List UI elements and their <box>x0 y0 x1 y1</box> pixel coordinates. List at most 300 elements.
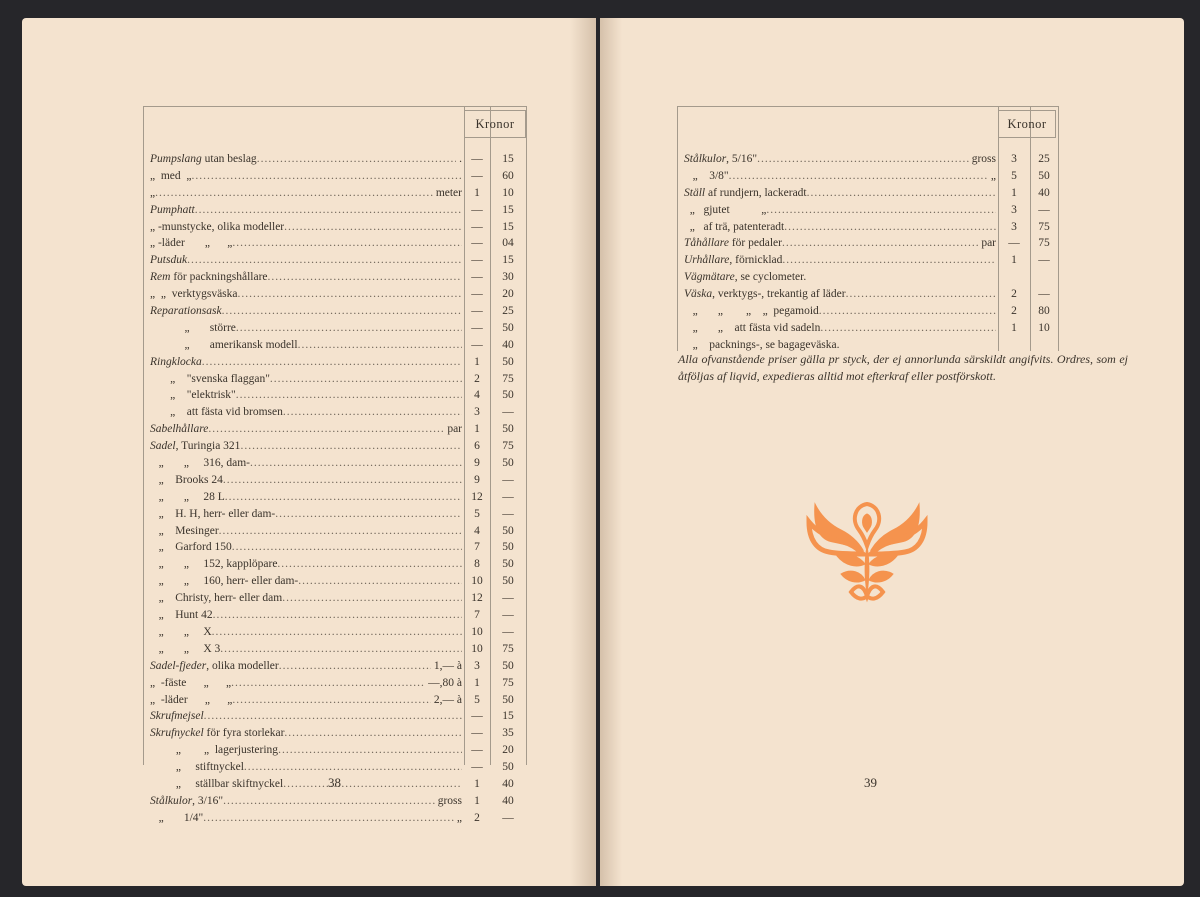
item-description <box>150 221 462 233</box>
price-ore: — <box>502 609 514 622</box>
item-name: Väska <box>684 288 713 301</box>
price-ore: 35 <box>502 727 514 740</box>
leader-dots <box>236 322 462 334</box>
item-detail: „ „ X 3 <box>150 642 221 655</box>
item-detail: „ gjutet „ <box>684 203 767 216</box>
leader-dots <box>232 541 462 553</box>
item-name: Stålkulor <box>150 794 193 807</box>
leader-dots <box>284 727 462 739</box>
item-detail: „ „ 152, kapplöpare <box>150 558 278 571</box>
price-ore: — <box>502 490 514 503</box>
leader-dots <box>250 457 462 469</box>
item-detail: för fyra storlekar <box>203 727 285 740</box>
leader-dots <box>232 694 431 706</box>
leader-dots <box>231 677 425 689</box>
item-detail: „ "elektrisk" <box>150 389 236 402</box>
table-row <box>144 270 526 287</box>
table-row <box>144 405 526 422</box>
price-kronor: 2 <box>474 811 480 824</box>
leader-dots <box>820 322 996 334</box>
item-name: Ställ <box>684 186 706 199</box>
price-ore: — <box>1038 203 1050 216</box>
price-ore: — <box>502 473 514 486</box>
leader-dots <box>195 204 462 216</box>
item-description <box>684 339 996 351</box>
table-row <box>144 811 526 828</box>
price-ore: 25 <box>502 305 514 318</box>
item-description <box>150 474 462 486</box>
table-row <box>144 693 526 710</box>
price-ore: 75 <box>502 642 514 655</box>
price-ore: 50 <box>1038 169 1050 182</box>
price-ore: — <box>502 592 514 605</box>
leader-dots <box>268 271 462 283</box>
price-ore: 30 <box>502 271 514 284</box>
price-ore: 15 <box>502 220 514 233</box>
price-ore: 20 <box>502 288 514 301</box>
item-description <box>150 508 462 520</box>
price-ore: — <box>1038 254 1050 267</box>
table-row <box>144 574 526 591</box>
price-kronor: 4 <box>474 524 480 537</box>
table-row <box>144 490 526 507</box>
item-detail: , förnicklad <box>729 254 783 267</box>
table-row <box>144 338 526 355</box>
price-kronor: 3 <box>474 659 480 672</box>
item-detail: „ med „ <box>150 169 192 182</box>
price-ore: 40 <box>502 794 514 807</box>
leader-dots <box>782 237 978 249</box>
item-description <box>150 204 462 216</box>
price-ore: 75 <box>502 372 514 385</box>
item-description <box>684 204 996 216</box>
table-row <box>144 473 526 490</box>
table-row <box>144 676 526 693</box>
price-kronor: 9 <box>474 473 480 486</box>
price-kronor: — <box>471 710 483 723</box>
item-detail: „ „ verktygsväska <box>150 288 238 301</box>
price-kronor: — <box>471 169 483 182</box>
price-ore: 04 <box>502 237 514 250</box>
table-row <box>678 186 1058 203</box>
item-name: Urhållare <box>684 254 730 267</box>
item-detail: „ amerikansk modell <box>150 338 298 351</box>
price-kronor: 12 <box>471 592 483 605</box>
table-row <box>678 270 1058 287</box>
price-rows <box>144 152 526 828</box>
price-ore: 50 <box>502 524 514 537</box>
item-description <box>684 221 996 233</box>
item-description <box>150 491 462 503</box>
table-row <box>678 220 1058 237</box>
table-row <box>144 253 526 270</box>
item-unit: —,80 à <box>428 676 462 689</box>
price-ore: — <box>502 406 514 419</box>
page-number: 39 <box>864 775 877 790</box>
price-ore: — <box>502 507 514 520</box>
price-kronor: 1 <box>474 423 480 436</box>
item-description <box>150 373 462 385</box>
table-row <box>144 524 526 541</box>
table-row <box>678 253 1058 270</box>
table-row <box>144 591 526 608</box>
leader-dots <box>223 474 462 486</box>
item-description <box>150 389 462 401</box>
leader-dots <box>270 373 462 385</box>
item-description <box>150 660 462 672</box>
item-detail: „ -munstycke, olika modeller <box>150 220 285 233</box>
item-detail: „ Christy, herr- eller dam <box>150 592 283 605</box>
price-kronor: — <box>471 220 483 233</box>
item-description <box>684 322 996 334</box>
price-kronor: — <box>471 727 483 740</box>
price-table-right <box>677 106 1059 351</box>
table-row <box>144 743 526 760</box>
item-detail: „ -fäste „ „ <box>150 676 232 689</box>
price-kronor: — <box>471 203 483 216</box>
item-detail: „ ställbar skiftnyckel <box>150 777 284 790</box>
item-description <box>684 170 996 182</box>
item-detail: „ packnings-, se bagageväska. <box>684 338 840 351</box>
table-row <box>678 287 1058 304</box>
item-detail: för pedaler <box>728 237 782 250</box>
page-gutter-shadow <box>570 18 596 886</box>
item-description <box>684 254 996 266</box>
table-row <box>144 456 526 473</box>
price-kronor: — <box>1008 237 1020 250</box>
item-name: Rem <box>150 271 171 284</box>
price-ore: 50 <box>502 541 514 554</box>
item-detail: „ "svenska flaggan" <box>150 372 270 385</box>
item-name: Ringklocka <box>150 355 202 368</box>
table-row <box>678 304 1058 321</box>
table-row <box>144 152 526 169</box>
price-kronor: 2 <box>1011 305 1017 318</box>
floral-ornament-icon <box>806 484 928 604</box>
price-kronor: 5 <box>474 693 480 706</box>
item-description <box>684 187 996 199</box>
price-kronor: — <box>471 254 483 267</box>
leader-dots <box>283 778 462 790</box>
item-name: Vägmätare <box>684 271 735 284</box>
price-kronor: — <box>471 321 483 334</box>
price-kronor: 1 <box>474 777 480 790</box>
leader-dots <box>282 592 462 604</box>
page-number: 38 <box>328 775 341 790</box>
item-detail: „ Garford 150 <box>150 541 232 554</box>
table-row <box>144 355 526 372</box>
item-name: Reparationsask <box>150 305 222 318</box>
leader-dots <box>257 153 456 165</box>
leader-dots <box>284 221 462 233</box>
item-description <box>684 153 996 165</box>
price-ore: 60 <box>502 169 514 182</box>
price-rows <box>678 152 1058 355</box>
item-description <box>150 575 462 587</box>
leader-dots <box>277 558 462 570</box>
table-row <box>678 152 1058 169</box>
item-description <box>150 457 462 469</box>
leader-dots <box>275 508 462 520</box>
item-unit: „ <box>990 169 996 182</box>
item-description <box>150 795 462 807</box>
price-kronor: 1 <box>474 355 480 368</box>
leader-dots <box>219 525 462 537</box>
price-kronor: 4 <box>474 389 480 402</box>
item-description <box>150 423 462 435</box>
leader-dots <box>232 237 462 249</box>
price-kronor: 6 <box>474 440 480 453</box>
table-row <box>144 642 526 659</box>
item-detail: „ -läder „ „ <box>150 693 233 706</box>
item-description <box>150 643 462 655</box>
item-detail: , olika modeller <box>206 659 279 672</box>
price-ore: 25 <box>1038 153 1050 165</box>
price-kronor: 1 <box>1011 321 1017 334</box>
table-row <box>144 220 526 237</box>
item-description <box>150 170 462 182</box>
price-kronor: 5 <box>474 507 480 520</box>
item-description <box>150 694 462 706</box>
price-ore: 75 <box>1038 237 1050 250</box>
left-page <box>22 18 596 886</box>
item-detail: , 3/16" <box>192 794 224 807</box>
item-unit: meter <box>435 186 462 199</box>
price-kronor: — <box>471 305 483 318</box>
price-ore: 50 <box>502 321 514 334</box>
table-row <box>678 321 1058 338</box>
leader-dots <box>283 406 462 418</box>
item-description <box>150 541 462 553</box>
price-kronor: 3 <box>1011 203 1017 216</box>
item-detail: , se cyclometer. <box>734 271 807 284</box>
price-kronor: — <box>471 288 483 301</box>
price-kronor: 1 <box>1011 254 1017 267</box>
price-ore: 15 <box>502 153 514 165</box>
item-detail: „ -läder „ „ <box>150 237 233 250</box>
table-row <box>144 186 526 203</box>
price-ore: 50 <box>502 659 514 672</box>
leader-dots <box>220 643 462 655</box>
item-description <box>150 710 462 722</box>
price-kronor: 2 <box>474 372 480 385</box>
price-kronor: 3 <box>474 406 480 419</box>
price-ore: 50 <box>502 558 514 571</box>
item-detail: „ större <box>150 321 236 334</box>
table-row <box>144 372 526 389</box>
item-description <box>150 558 462 570</box>
item-detail: „ stiftnyckel <box>150 761 244 774</box>
item-detail: , Turingia 321 <box>175 440 241 453</box>
price-ore: 50 <box>502 575 514 588</box>
item-detail: „ „ „ „ pegamoid <box>684 305 819 318</box>
item-detail: „ af trä, patenteradt <box>684 220 785 233</box>
item-detail: , verktygs-, trekantig af läder <box>712 288 846 301</box>
item-detail: , 5/16" <box>726 153 758 165</box>
leader-dots <box>212 626 462 638</box>
table-row <box>144 304 526 321</box>
item-description <box>150 812 462 824</box>
item-unit: gross <box>971 153 996 165</box>
price-kronor: 3 <box>1011 153 1017 165</box>
item-description <box>150 237 462 249</box>
leader-dots <box>729 170 988 182</box>
price-ore: — <box>1038 288 1050 301</box>
leader-dots <box>225 491 462 503</box>
price-kronor: 1 <box>474 794 480 807</box>
price-ore: 15 <box>502 203 514 216</box>
table-row <box>144 287 526 304</box>
item-name: Pumpslang <box>150 153 202 165</box>
price-ore: 50 <box>502 423 514 436</box>
price-kronor: 10 <box>471 625 483 638</box>
price-ore: 10 <box>502 186 514 199</box>
price-kronor: 7 <box>474 609 480 622</box>
table-row <box>144 422 526 439</box>
price-note: Alla ofvanstående priser gälla pr styck, der ej annorlunda särskildt angifvits. Ordres, som ej åtföljas af liqvid, expedieras alltid mot efterkraf eller postförskott. <box>678 352 1128 383</box>
item-description <box>684 271 996 283</box>
item-detail: „ „ att fästa vid sadeln <box>684 321 821 334</box>
price-kronor: 10 <box>471 575 483 588</box>
item-description <box>150 778 462 790</box>
leader-dots <box>213 609 462 621</box>
item-name: Pumphatt <box>150 203 195 216</box>
table-row <box>144 203 526 220</box>
item-description <box>150 288 462 300</box>
price-ore: 15 <box>502 710 514 723</box>
price-kronor: 8 <box>474 558 480 571</box>
leader-dots <box>204 710 462 722</box>
price-ore: 75 <box>1038 220 1050 233</box>
item-description <box>150 525 462 537</box>
price-ore: 50 <box>502 355 514 368</box>
leader-dots <box>819 305 996 317</box>
price-kronor: 2 <box>1011 288 1017 301</box>
table-row <box>678 169 1058 186</box>
item-name: Sadel-fjeder <box>150 659 207 672</box>
table-row <box>144 540 526 557</box>
price-ore: 50 <box>502 693 514 706</box>
item-description <box>150 271 462 283</box>
item-detail: „ Mesinger <box>150 524 219 537</box>
table-row <box>144 169 526 186</box>
table-row <box>144 726 526 743</box>
item-detail: „ att fästa vid bromsen <box>150 406 283 419</box>
table-row <box>144 439 526 456</box>
price-kronor: 10 <box>471 642 483 655</box>
price-ore: 50 <box>502 457 514 470</box>
item-name: Skrufmejsel <box>150 710 204 723</box>
item-detail: af rundjern, lackeradt <box>705 186 807 199</box>
item-detail: för packningshållare <box>170 271 268 284</box>
item-description <box>150 727 462 739</box>
price-kronor: — <box>471 338 483 351</box>
table-row <box>144 388 526 405</box>
item-description <box>150 305 462 317</box>
kronor-header: Kronor <box>464 110 526 138</box>
price-ore: — <box>502 625 514 638</box>
price-ore: 80 <box>1038 305 1050 318</box>
item-description <box>150 677 462 689</box>
leader-dots <box>238 288 463 300</box>
item-detail: „ „ lagerjustering <box>150 744 279 757</box>
price-ore: — <box>502 811 514 824</box>
item-unit: gross <box>437 794 462 807</box>
item-description <box>150 406 462 418</box>
item-name: Putsduk <box>150 254 188 267</box>
table-header <box>144 107 526 139</box>
table-row <box>678 203 1058 220</box>
table-row <box>144 659 526 676</box>
kronor-header: Kronor <box>998 110 1056 138</box>
item-description <box>150 440 462 452</box>
table-row <box>144 625 526 642</box>
leader-dots <box>187 254 462 266</box>
price-kronor: — <box>471 237 483 250</box>
item-unit: 1,— à <box>433 659 462 672</box>
page-gutter-shadow <box>600 18 622 886</box>
price-kronor: 12 <box>471 490 483 503</box>
leader-dots <box>244 761 462 773</box>
item-description <box>684 237 996 249</box>
leader-dots <box>208 423 444 435</box>
item-description <box>150 609 462 621</box>
leader-dots <box>846 288 996 300</box>
leader-dots <box>236 389 462 401</box>
price-kronor: 5 <box>1011 169 1017 182</box>
item-name: Skrufnyckel <box>150 727 204 740</box>
item-description <box>150 356 462 368</box>
table-row <box>144 608 526 625</box>
price-ore: 50 <box>502 389 514 402</box>
item-unit: . <box>459 153 462 165</box>
leader-dots <box>298 339 462 351</box>
item-detail: „ H. H, herr- eller dam- <box>150 507 276 520</box>
leader-dots <box>155 187 433 199</box>
price-kronor: — <box>471 761 483 774</box>
item-unit: „ <box>456 811 462 824</box>
item-name: Tåhållare <box>684 237 729 250</box>
item-detail: „ Brooks 24 <box>150 473 223 486</box>
leader-dots <box>222 305 462 317</box>
price-kronor: 3 <box>1011 220 1017 233</box>
item-description <box>684 288 996 300</box>
item-unit: par <box>981 237 996 250</box>
leader-dots <box>192 170 462 182</box>
leader-dots <box>298 575 462 587</box>
price-kronor: 1 <box>474 186 480 199</box>
item-description <box>150 339 462 351</box>
leader-dots <box>279 660 431 672</box>
price-kronor: — <box>471 744 483 757</box>
price-kronor: 1 <box>1011 186 1017 199</box>
table-row <box>144 709 526 726</box>
item-description <box>150 187 462 199</box>
price-kronor: — <box>471 271 483 284</box>
price-ore: 10 <box>1038 321 1050 334</box>
leader-dots <box>784 221 996 233</box>
item-detail: „ „ 28 L <box>150 490 225 503</box>
item-description <box>150 322 462 334</box>
item-detail: „ 3/8" <box>684 169 729 182</box>
table-row <box>144 794 526 811</box>
price-kronor: 7 <box>474 541 480 554</box>
item-name: Sadel <box>150 440 176 453</box>
price-ore: 40 <box>502 338 514 351</box>
item-description <box>150 254 462 266</box>
item-detail: „ „ 160, herr- eller dam- <box>150 575 299 588</box>
item-detail: „ „ 316, dam- <box>150 457 250 470</box>
